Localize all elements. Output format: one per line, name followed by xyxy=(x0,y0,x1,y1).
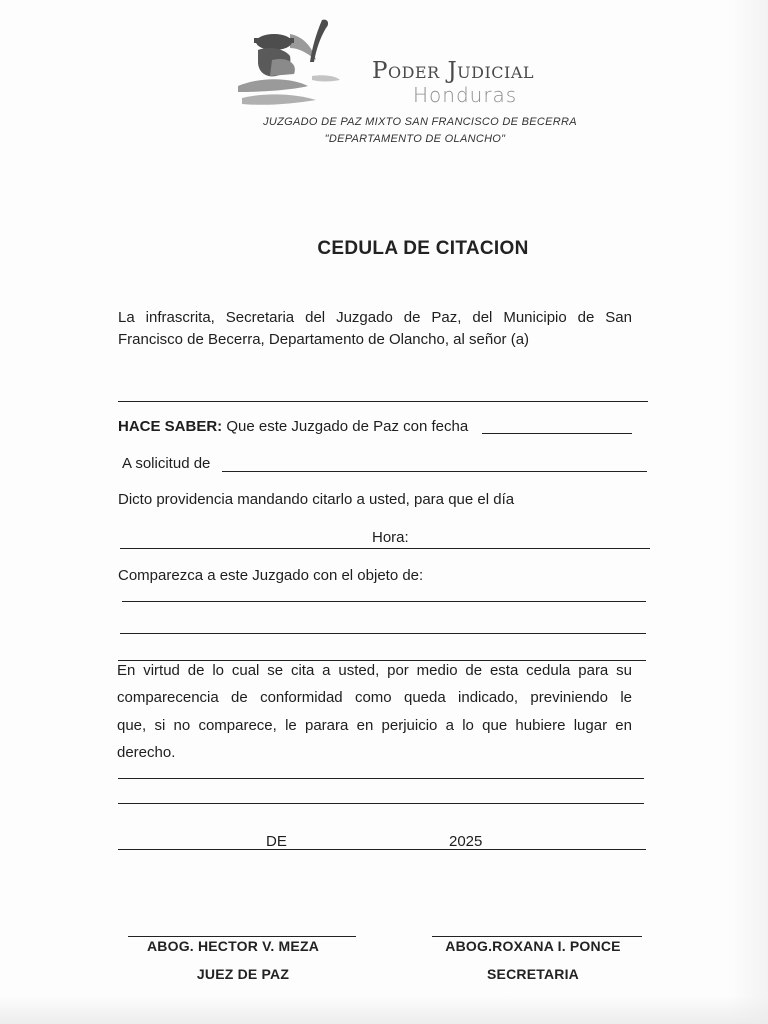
solicitud-blank-line xyxy=(222,471,647,472)
objeto-blank-line-3 xyxy=(118,660,646,661)
comparezca-text: Comparezca a este Juzgado con el objeto de: xyxy=(118,567,424,584)
intro-line-2: Francisco de Becerra, Departamento de Olancho, al señor (a) xyxy=(118,331,530,348)
judge-signature-line xyxy=(128,936,356,937)
hace-saber-label: HACE SABER: xyxy=(118,418,223,435)
fecha-blank-line xyxy=(482,433,632,434)
poder-judicial-logo xyxy=(232,16,342,112)
solicitud-label: A solicitud de xyxy=(122,455,211,472)
document-title: CEDULA DE CITACION xyxy=(317,238,529,259)
virtud-line-1: En virtud de lo cual se cita a usted, por medio de esta cedula para su xyxy=(117,662,632,679)
judge-role: JUEZ DE PAZ xyxy=(196,966,290,982)
objeto-blank-line-1 xyxy=(122,601,646,602)
extra-blank-line-2 xyxy=(118,803,644,804)
objeto-blank-line-2 xyxy=(120,633,646,634)
org-name: Poder Judicial xyxy=(372,58,535,84)
date-year: 2025 xyxy=(449,833,483,850)
org-country: Honduras xyxy=(413,83,518,107)
extra-blank-line-1 xyxy=(118,778,644,779)
dia-hora-blank-line xyxy=(120,548,650,549)
secretary-role: SECRETARIA xyxy=(487,966,579,982)
judge-name: ABOG. HECTOR V. MEZA xyxy=(146,938,320,954)
secretary-name: ABOG.ROXANA I. PONCE xyxy=(445,938,621,954)
intro-line-1: La infrascrita, Secretaria del Juzgado de Paz, del Municipio de San xyxy=(118,309,632,326)
hace-saber-body: Que este Juzgado de Paz con fecha xyxy=(226,418,469,435)
virtud-line-4: derecho. xyxy=(117,744,176,761)
scan-edge-bottom xyxy=(0,996,768,1024)
date-blank-line xyxy=(118,849,646,850)
addressee-blank-line xyxy=(118,401,648,402)
virtud-line-3: que, si no comparece, le parara en perjuicio a lo que hubiere lugar en xyxy=(117,717,632,734)
hace-saber-text xyxy=(118,418,468,435)
date-de-label: DE xyxy=(266,833,287,850)
providencia-text: Dicto providencia mandando citarlo a usted, para que el día xyxy=(118,491,515,508)
hora-label: Hora: xyxy=(372,529,409,546)
secretary-signature-line xyxy=(432,936,642,937)
court-department: "DEPARTAMENTO DE OLANCHO" xyxy=(324,133,506,145)
virtud-line-2: comparecencia de conformidad como queda indicado, previniendo le xyxy=(117,689,632,706)
court-name: JUZGADO DE PAZ MIXTO SAN FRANCISCO DE BECERRA xyxy=(263,116,577,128)
scan-edge-right xyxy=(728,0,768,1024)
